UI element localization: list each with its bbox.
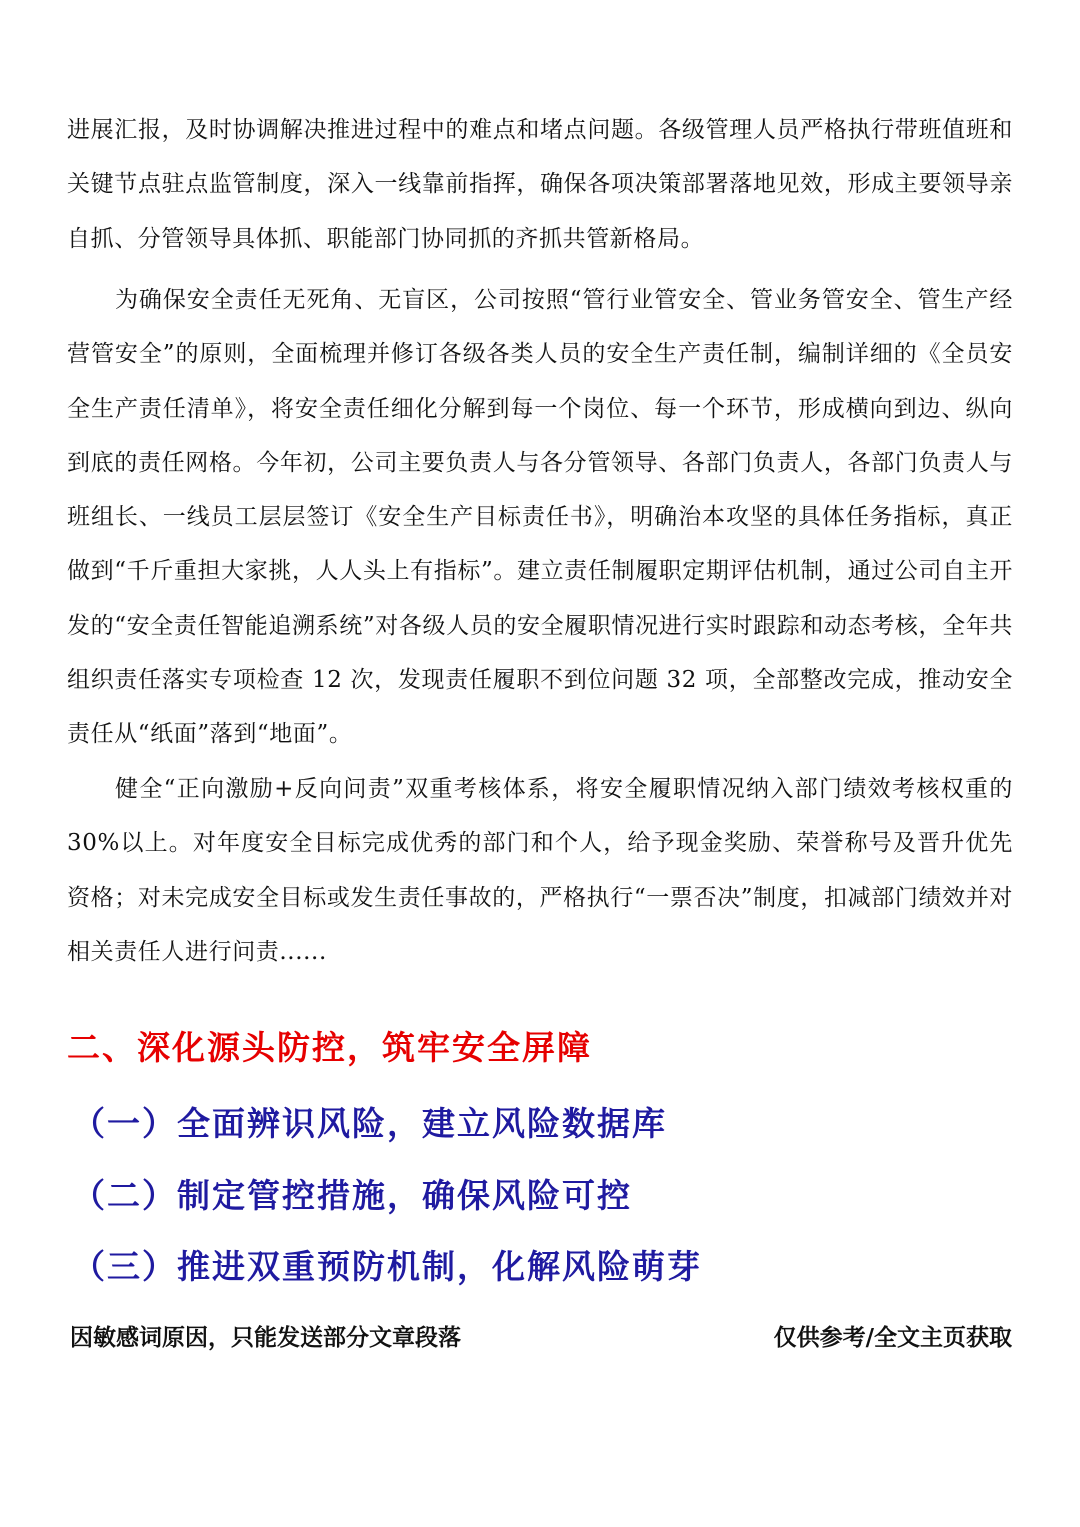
footer-note-left: 因敏感词原因，只能发送部分文章段落	[70, 1324, 461, 1351]
paragraph-safety-responsibility: 为确保安全责任无死角、无盲区，公司按照“管行业管安全、管业务管安全、管生产经营管安全”的原则，全面梳理并修订各级各类人员的安全生产责任制，编制详细的《全员安全生产责任清单》，将安全责任细化分解到每一个岗位、每一个环节，形成横向到边、纵向到底的责任网格。今年初，公司主要负责人与各分管领导、各部门负责人，各部门负责人与班组长、一线员工层层签订《安全生产目标责任书》，明确治本攻坚的具体任务指标，真正做到“千斤重担大家挑，人人头上有指标”。建立责任制履职定期评估机制，通过公司自主开发的“安全责任智能追溯系统”对各级人员的安全履职情况进行实时跟踪和动态考核，全年共组织责任落实专项检查 12 次，发现责任履职不到位问题 32 项，全部整改完成，推动安全责任从“纸面”落到“地面”。	[67, 287, 1013, 748]
section-heading: 二、深化源头防控，筑牢安全屏障	[67, 1028, 592, 1067]
subheading-3: （三）推进双重预防机制，化解风险萌芽	[72, 1247, 702, 1286]
footer-note-right: 仅供参考/全文主页获取	[773, 1324, 1012, 1351]
paragraph-progress-report: 进展汇报，及时协调解决推进过程中的难点和堵点问题。各级管理人员严格执行带班值班和关键节点驻点监管制度，深入一线靠前指挥，确保各项决策部署落地见效，形成主要领导亲自抓、分管领导具体抓、职能部门协同抓的齐抓共管新格局。	[67, 117, 1013, 252]
subheading-1: （一）全面辨识风险，建立风险数据库	[72, 1104, 667, 1143]
paragraph-assessment-system: 健全“正向激励+反向问责”双重考核体系，将安全履职情况纳入部门绩效考核权重的 30%以上。对年度安全目标完成优秀的部门和个人，给予现金奖励、荣誉称号及晋升优先资格；对未完成安全目标或发生责任事故的，严格执行“一票否决”制度，扣减部门绩效并对相关责任人进行问责......	[67, 776, 1013, 965]
subheading-2: （二）制定管控措施，确保风险可控	[72, 1176, 632, 1215]
